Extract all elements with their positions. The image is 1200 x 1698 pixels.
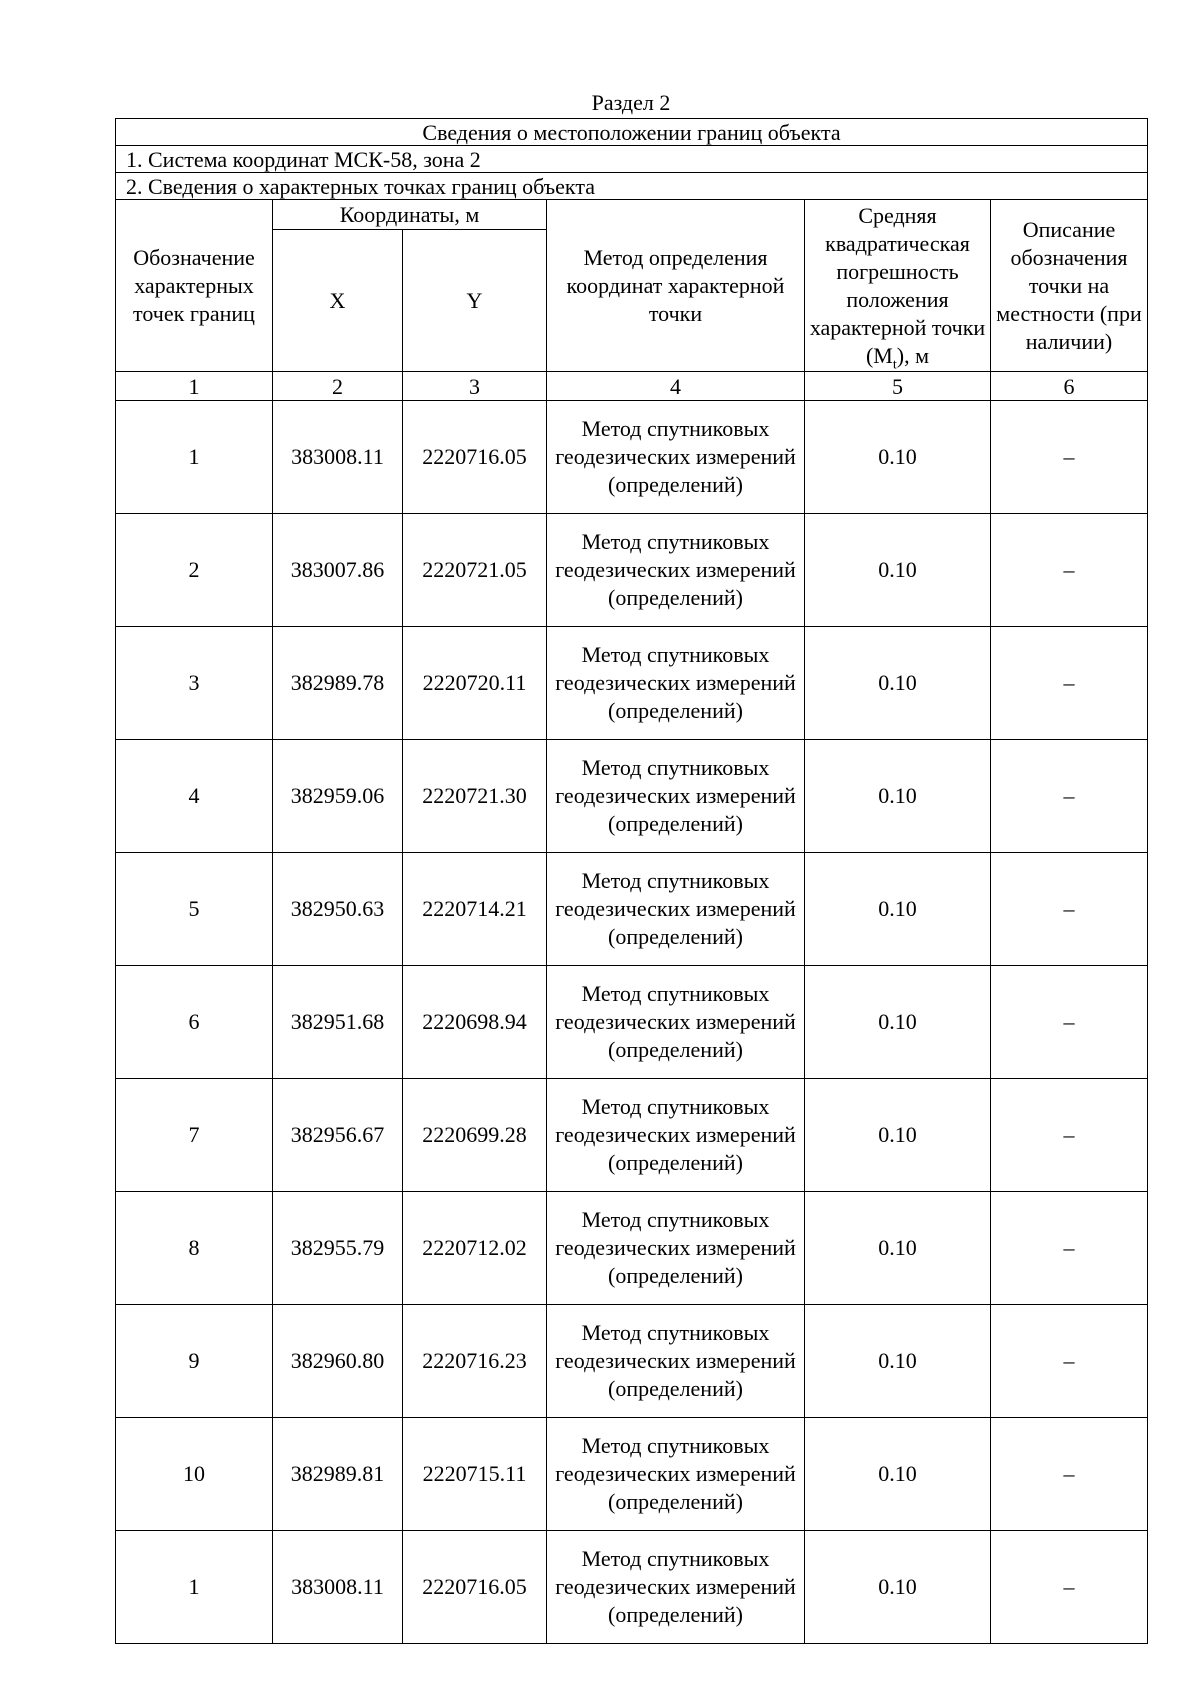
cell-x: 383008.11 [273,1531,403,1644]
coordinate-system-line: 1. Система координат МСК-58, зона 2 [116,146,1148,173]
table-row [116,966,1148,1079]
cell-x: 383007.86 [273,514,403,627]
cell-point: 3 [116,627,273,740]
table-row [116,1079,1148,1192]
cell-x: 382989.78 [273,627,403,740]
table-row [116,1305,1148,1418]
column-number-6: 6 [991,372,1148,401]
cell-x: 382955.79 [273,1192,403,1305]
cell-y: 2220716.05 [403,1531,547,1644]
cell-description: – [991,853,1148,966]
column-number-3: 3 [403,372,547,401]
cell-method: Метод спутниковых геодезических измерений (определений) [547,740,805,853]
cell-description: – [991,1531,1148,1644]
cell-error: 0.10 [805,853,991,966]
header-description: Описание обозначения точки на местности (при наличии) [991,200,1148,372]
table-row [116,514,1148,627]
cell-y: 2220721.30 [403,740,547,853]
cell-method: Метод спутниковых геодезических измерений (определений) [547,853,805,966]
cell-point: 5 [116,853,273,966]
header-error-main: Средняя квадратическая погрешность положения характерной точки (M [809,202,986,368]
cell-description: – [991,627,1148,740]
cell-error: 0.10 [805,740,991,853]
cell-description: – [991,401,1148,514]
table-row [116,740,1148,853]
cell-error: 0.10 [805,1192,991,1305]
header-coordinates: Координаты, м [273,200,547,230]
cell-description: – [991,740,1148,853]
cell-method: Метод спутниковых геодезических измерений (определений) [547,1305,805,1418]
cell-y: 2220714.21 [403,853,547,966]
cell-x: 382960.80 [273,1305,403,1418]
header-x: X [273,230,403,372]
cell-point: 1 [116,1531,273,1644]
cell-method: Метод спутниковых геодезических измерений (определений) [547,627,805,740]
table-row [116,853,1148,966]
cell-method: Метод спутниковых геодезических измерений (определений) [547,1418,805,1531]
cell-x: 382989.81 [273,1418,403,1531]
cell-method: Метод спутниковых геодезических измерений (определений) [547,1079,805,1192]
cell-error: 0.10 [805,514,991,627]
cell-point: 10 [116,1418,273,1531]
cell-point: 8 [116,1192,273,1305]
cell-description: – [991,514,1148,627]
cell-method: Метод спутниковых геодезических измерений (определений) [547,514,805,627]
cell-method: Метод спутниковых геодезических измерений (определений) [547,1531,805,1644]
column-number-1: 1 [116,372,273,401]
cell-description: – [991,1079,1148,1192]
cell-x: 382956.67 [273,1079,403,1192]
table-row [116,627,1148,740]
cell-point: 2 [116,514,273,627]
section-title: Раздел 2 [591,90,671,115]
cell-x: 382950.63 [273,853,403,966]
column-number-5: 5 [805,372,991,401]
cell-error: 0.10 [805,1418,991,1531]
cell-y: 2220699.28 [403,1079,547,1192]
column-number-4: 4 [547,372,805,401]
points-info-line: 2. Сведения о характерных точках границ объекта [116,173,1148,200]
table-row [116,1531,1148,1644]
table-title: Сведения о местоположении границ объекта [116,119,1148,146]
cell-y: 2220712.02 [403,1192,547,1305]
table-row [116,1192,1148,1305]
cell-error: 0.10 [805,1305,991,1418]
table-row [116,1418,1148,1531]
cell-y: 2220715.11 [403,1418,547,1531]
cell-point: 1 [116,401,273,514]
cell-method: Метод спутниковых геодезических измерений (определений) [547,1192,805,1305]
cell-point: 6 [116,966,273,1079]
cell-y: 2220716.05 [403,401,547,514]
cell-description: – [991,1418,1148,1531]
cell-point: 4 [116,740,273,853]
cell-x: 382951.68 [273,966,403,1079]
column-number-2: 2 [273,372,403,401]
cell-error: 0.10 [805,401,991,514]
cell-description: – [991,966,1148,1079]
cell-description: – [991,1305,1148,1418]
cell-method: Метод спутниковых геодезических измерений (определений) [547,966,805,1079]
cell-y: 2220698.94 [403,966,547,1079]
cell-point: 7 [116,1079,273,1192]
cell-y: 2220721.05 [403,514,547,627]
cell-error: 0.10 [805,1079,991,1192]
header-error-tail: ), м [896,342,930,368]
cell-error: 0.10 [805,1531,991,1644]
coordinates-table [115,118,1148,1644]
cell-point: 9 [116,1305,273,1418]
cell-x: 382959.06 [273,740,403,853]
header-designation: Обозначение характерных точек границ [116,200,273,372]
cell-method: Метод спутниковых геодезических измерений (определений) [547,401,805,514]
header-error [805,200,991,372]
table-row [116,401,1148,514]
cell-error: 0.10 [805,627,991,740]
cell-x: 383008.11 [273,401,403,514]
header-method: Метод определения координат характерной точки [547,200,805,372]
cell-y: 2220720.11 [403,627,547,740]
header-error-subscript: t [892,356,897,372]
header-y: Y [403,230,547,372]
cell-error: 0.10 [805,966,991,1079]
cell-y: 2220716.23 [403,1305,547,1418]
cell-description: – [991,1192,1148,1305]
